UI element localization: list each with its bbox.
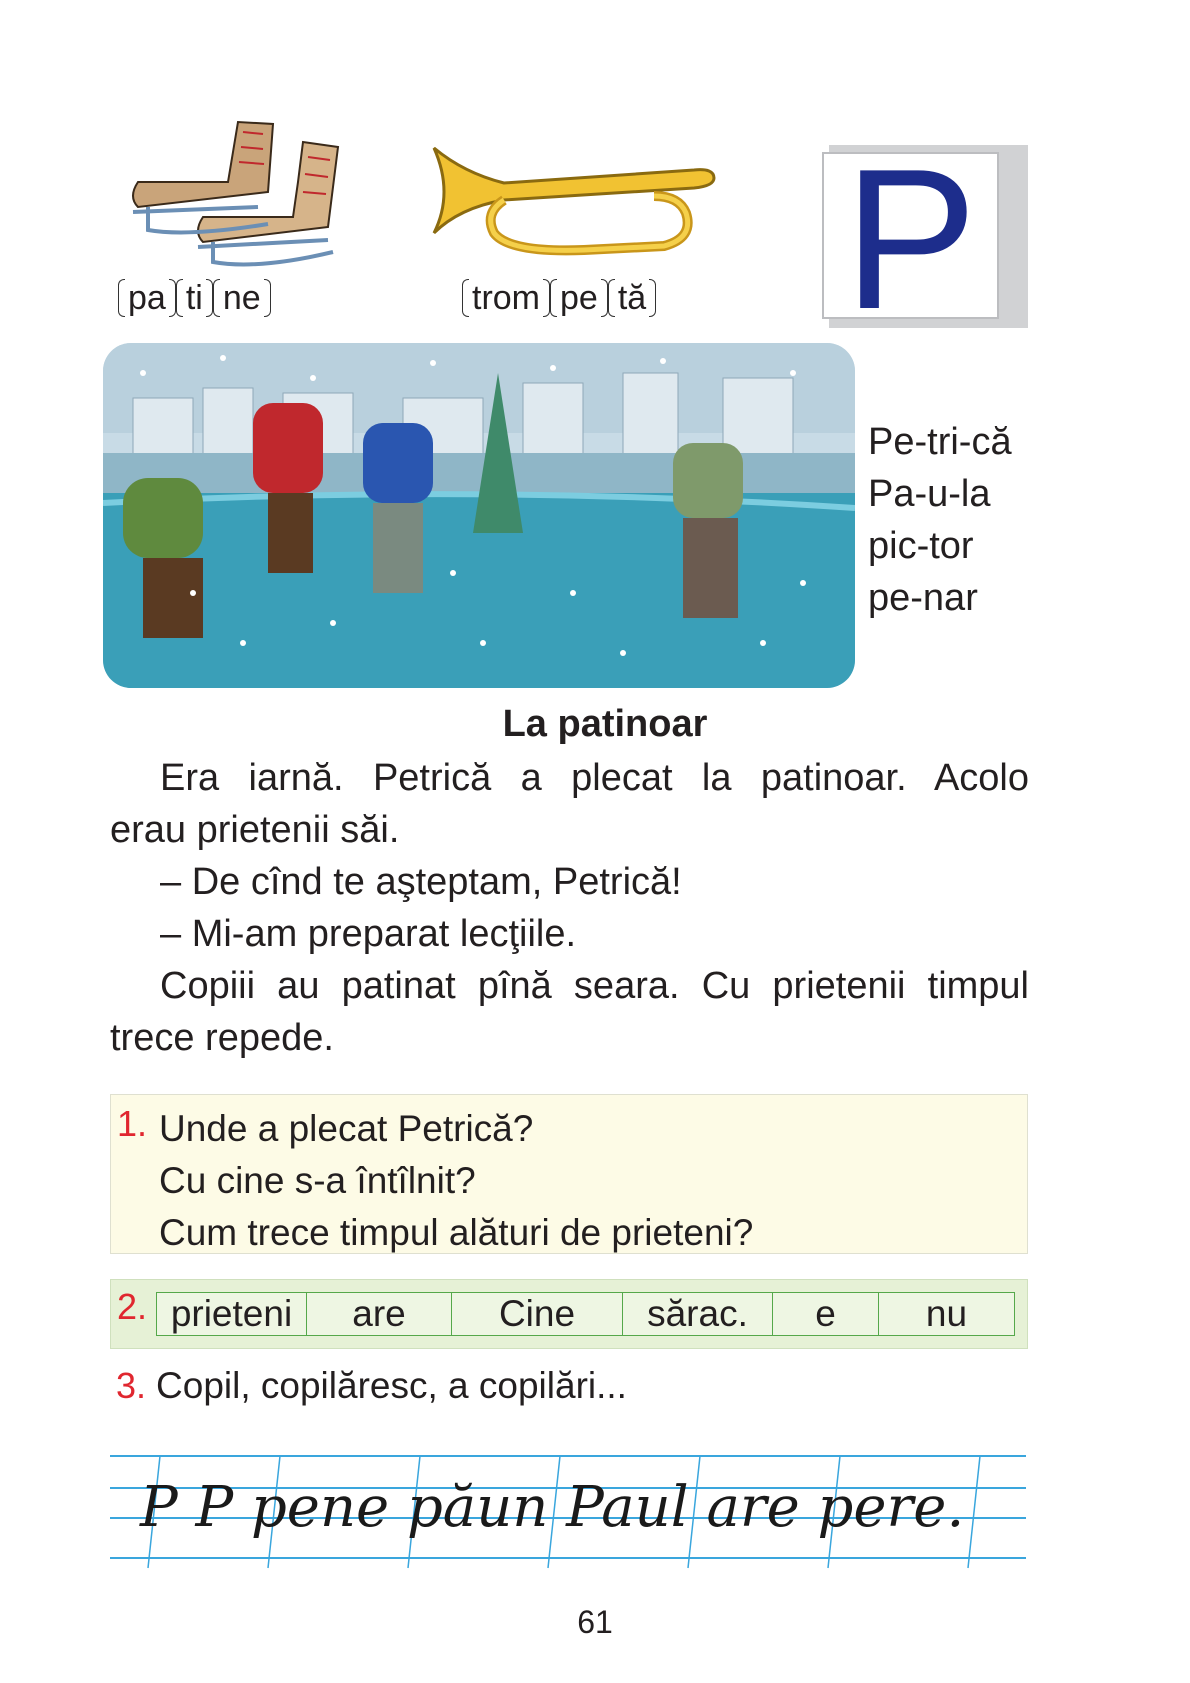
- handwriting-practice: [110, 1446, 1026, 1576]
- syllable: trom: [462, 279, 550, 317]
- exercise-text: Copil, copilăresc, a copilări...: [156, 1365, 627, 1406]
- page-number: 61: [577, 1604, 613, 1640]
- handwriting-text: P P pene păun Paul are pere.: [140, 1475, 965, 1540]
- word-cards-row: [156, 1292, 1015, 1336]
- dialogue-line: – De cînd te aşteptam, Petrică!: [160, 861, 682, 903]
- word-card: are: [307, 1293, 452, 1336]
- syllable: pa: [118, 279, 176, 317]
- letter-card: [822, 128, 999, 351]
- syllables-skates: [118, 278, 271, 318]
- syllable: tă: [608, 279, 656, 317]
- word-card: prieteni: [157, 1293, 307, 1336]
- syllable: pe: [550, 279, 608, 317]
- paragraph-line: Copiii au patinat pînă seara. Cu prietenii timpul: [160, 965, 1029, 1007]
- dialogue-line: – Mi-am preparat lecţiile.: [160, 913, 577, 955]
- exercise-number: 3.: [116, 1365, 147, 1406]
- side-word-list: [868, 416, 1012, 624]
- word-card: sărac.: [623, 1293, 773, 1336]
- question: Cu cine s-a întîlnit?: [159, 1160, 476, 1201]
- trumpet-illustration: [424, 138, 754, 268]
- side-word: Pa-u-la: [868, 473, 991, 515]
- ice-skates-illustration: [118, 112, 348, 272]
- paragraph-line: trece repede.: [110, 1017, 334, 1059]
- word-card: nu: [879, 1293, 1015, 1336]
- word-card: Cine: [452, 1293, 623, 1336]
- exercise-1-box: [110, 1094, 1028, 1254]
- exercise-2-box: [110, 1279, 1028, 1349]
- exercise-3: [116, 1365, 627, 1407]
- exercise-number: 2.: [117, 1286, 148, 1327]
- syllable: ne: [213, 279, 271, 317]
- ice-rink-illustration: [103, 343, 855, 688]
- reading-text: [110, 752, 1029, 1064]
- reading-title: La patinoar: [502, 703, 708, 745]
- paragraph-line: erau prietenii săi.: [110, 809, 400, 851]
- syllables-trumpet: [462, 278, 656, 318]
- question: Unde a plecat Petrică?: [159, 1108, 534, 1149]
- paragraph-line: Era iarnă. Petrică a plecat la patinoar. Acolo: [160, 757, 1029, 799]
- word-card: e: [773, 1293, 879, 1336]
- question: Cum trece timpul alături de prieteni?: [159, 1212, 754, 1253]
- syllable: ti: [176, 279, 213, 317]
- side-word: Pe-tri-că: [868, 421, 1012, 463]
- side-word: pic-tor: [868, 525, 974, 567]
- exercise-number: 1.: [117, 1103, 148, 1144]
- letter-card-letter: P: [843, 128, 978, 351]
- side-word: pe-nar: [868, 577, 978, 619]
